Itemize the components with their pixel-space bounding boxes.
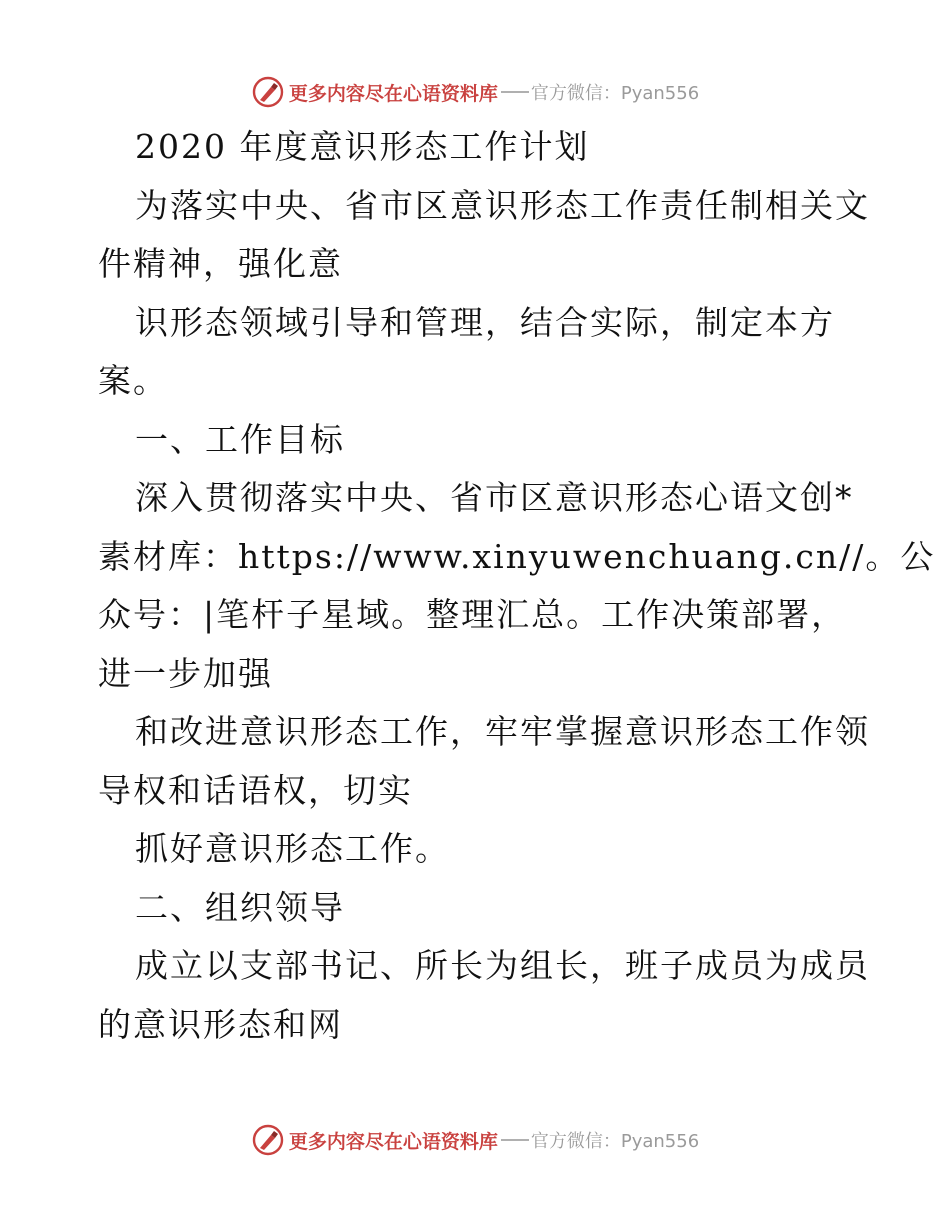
text-line: 深入贯彻落实中央、省市区意识形态心语文创*: [135, 478, 854, 517]
banner-title: 更多内容尽在心语资料库: [288, 1130, 498, 1153]
text-line: 2020 年度意识形态工作计划: [135, 127, 590, 166]
pen-circle-logo-icon: [251, 75, 285, 109]
document-body: [98, 118, 936, 1054]
text-line: 导权和话语权，切实: [98, 770, 413, 810]
text-line: 进一步加强: [98, 653, 273, 693]
text-line: 一、工作目标: [135, 419, 345, 459]
text-line: 和改进意识形态工作，牢牢掌握意识形态工作领: [135, 712, 870, 751]
banner-title: 更多内容尽在心语资料库: [288, 82, 498, 105]
text-line: 案。: [98, 361, 168, 400]
text-line: 件精神，强化意: [98, 244, 343, 283]
text-line: 二、组织领导: [135, 887, 345, 927]
text-line: 为落实中央、省市区意识形态工作责任制相关文: [135, 185, 870, 225]
text-line: 成立以支部书记、所长为组长，班子成员为成员: [135, 946, 870, 985]
text-line: 的意识形态和网: [98, 1004, 343, 1044]
text-line: 识形态领域引导和管理，结合实际，制定本方: [135, 302, 835, 342]
banner-divider: [501, 91, 529, 93]
banner-wechat-id: 官方微信：Pyan556: [530, 1131, 700, 1152]
footer-watermark-banner: [0, 1120, 950, 1160]
banner-wechat-id: 官方微信：Pyan556: [530, 83, 700, 104]
header-watermark-banner: [0, 72, 950, 112]
banner-divider: [501, 1139, 529, 1141]
pen-circle-logo-icon: [251, 1123, 285, 1157]
text-line: 抓好意识形态工作。: [135, 829, 450, 868]
text-line: 众号：|笔杆子星域。整理汇总。工作决策部署，: [98, 595, 847, 634]
text-line: 素材库：https://www.xinyuwenchuang.cn//。公: [98, 536, 936, 576]
